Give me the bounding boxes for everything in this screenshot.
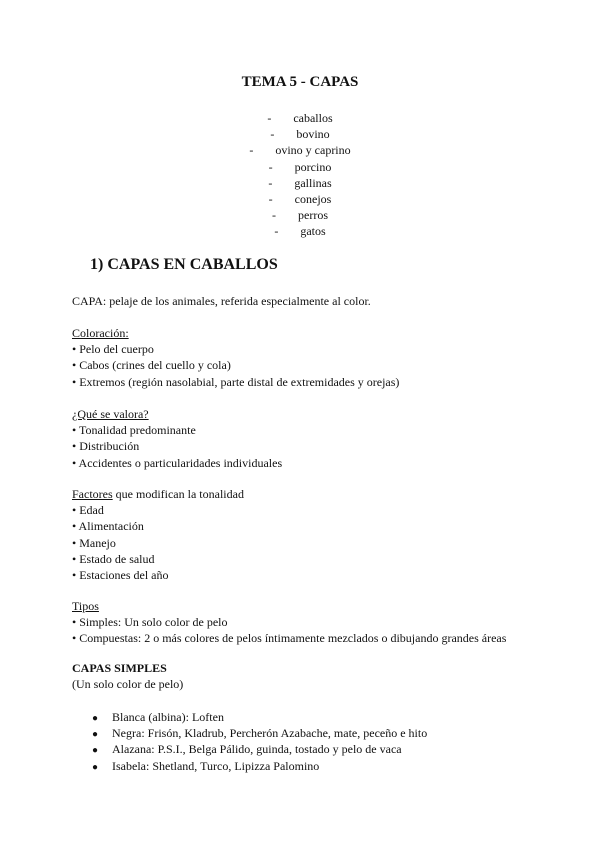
capas-simples-list [92, 709, 427, 774]
list-item-label: Alazana: P.S.I., Belga Pálido, guinda, tostado y pelo de vaca [112, 742, 402, 757]
list-item [92, 758, 427, 774]
list-item: • Manejo [72, 535, 116, 550]
list-item-label: ovino y caprino [275, 143, 351, 158]
list-item [200, 191, 400, 207]
list-dash: - [274, 224, 279, 239]
list-item [200, 110, 400, 126]
capas-simples-block [72, 660, 592, 692]
tipos-label: Tipos [72, 599, 99, 613]
list-item-label: conejos [294, 191, 332, 206]
list-dash: - [270, 127, 275, 142]
list-item [200, 207, 400, 223]
factores-heading [72, 486, 592, 502]
capas-simples-subtitle: (Un solo color de pelo) [72, 677, 184, 692]
list-item [200, 159, 400, 175]
list-item: • Alimentación [72, 519, 144, 534]
list-dash: - [267, 111, 272, 125]
coloracion-block [72, 325, 592, 390]
list-item [200, 223, 400, 239]
list-item: • Extremos (región nasolabial, parte distal de extremidades y orejas) [72, 374, 400, 389]
list-item: • Estaciones del año [72, 567, 169, 582]
list-item-label: perros [298, 208, 328, 223]
list-item: • Cabos (crines del cuello y cola) [72, 358, 231, 373]
list-item-label: porcino [294, 159, 332, 174]
list-dash: - [272, 208, 276, 223]
factores-rest: que modifican la tonalidad [112, 487, 244, 501]
list-item: • Simples: Un solo color de pelo [72, 615, 228, 630]
tipos-block [72, 598, 592, 647]
list-dash: - [268, 159, 273, 174]
list-item-label: gatos [300, 224, 326, 239]
list-item [92, 725, 427, 741]
capa-definition: CAPA: pelaje de los animales, referida especialmente al color. [72, 294, 371, 308]
capas-simples-heading: CAPAS SIMPLES [72, 661, 167, 675]
list-item: • Distribución [72, 439, 140, 454]
list-dash: - [249, 143, 254, 158]
list-item [200, 126, 400, 142]
coloracion-label: Coloración: [72, 326, 129, 340]
list-item [200, 142, 400, 158]
section-heading: 1) CAPAS EN CABALLOS [90, 256, 278, 273]
valora-label: ¿Qué se valora? [72, 407, 149, 421]
list-item-label: gallinas [294, 175, 332, 190]
bullet-icon: ● [92, 713, 99, 724]
factores-label: Factores [72, 487, 113, 501]
list-item-label: bovino [296, 127, 330, 142]
list-dash: - [268, 175, 273, 190]
list-dash: - [268, 191, 273, 206]
capa-definition-block [72, 293, 592, 309]
bullet-icon: ● [92, 729, 99, 741]
valora-block [72, 406, 592, 471]
page-title: TEMA 5 - CAPAS [241, 74, 359, 90]
list-item: • Tonalidad predominante [72, 423, 196, 438]
list-item-label: Isabela: Shetland, Turco, Lipizza Palomino [112, 758, 320, 773]
list-item: • Accidentes o particularidades individuales [72, 455, 283, 470]
list-item: • Compuestas: 2 o más colores de pelos íntimamente mezclados o dibujando grandes áreas [72, 631, 507, 646]
list-item-label: caballos [293, 111, 333, 125]
list-item: • Edad [72, 503, 104, 518]
list-item: • Pelo del cuerpo [72, 342, 154, 357]
list-item [92, 741, 427, 757]
bullet-icon: ● [92, 761, 99, 773]
list-item-label: Negra: Frisón, Kladrub, Percherón Azabache, mate, peceño e hito [112, 726, 428, 741]
list-item-label: Blanca (albina): Loften [112, 710, 224, 724]
list-item [200, 175, 400, 191]
list-item [92, 709, 427, 725]
bullet-icon: ● [92, 745, 99, 757]
species-list [200, 110, 400, 240]
factores-block [72, 486, 592, 583]
list-item: • Estado de salud [72, 551, 155, 566]
